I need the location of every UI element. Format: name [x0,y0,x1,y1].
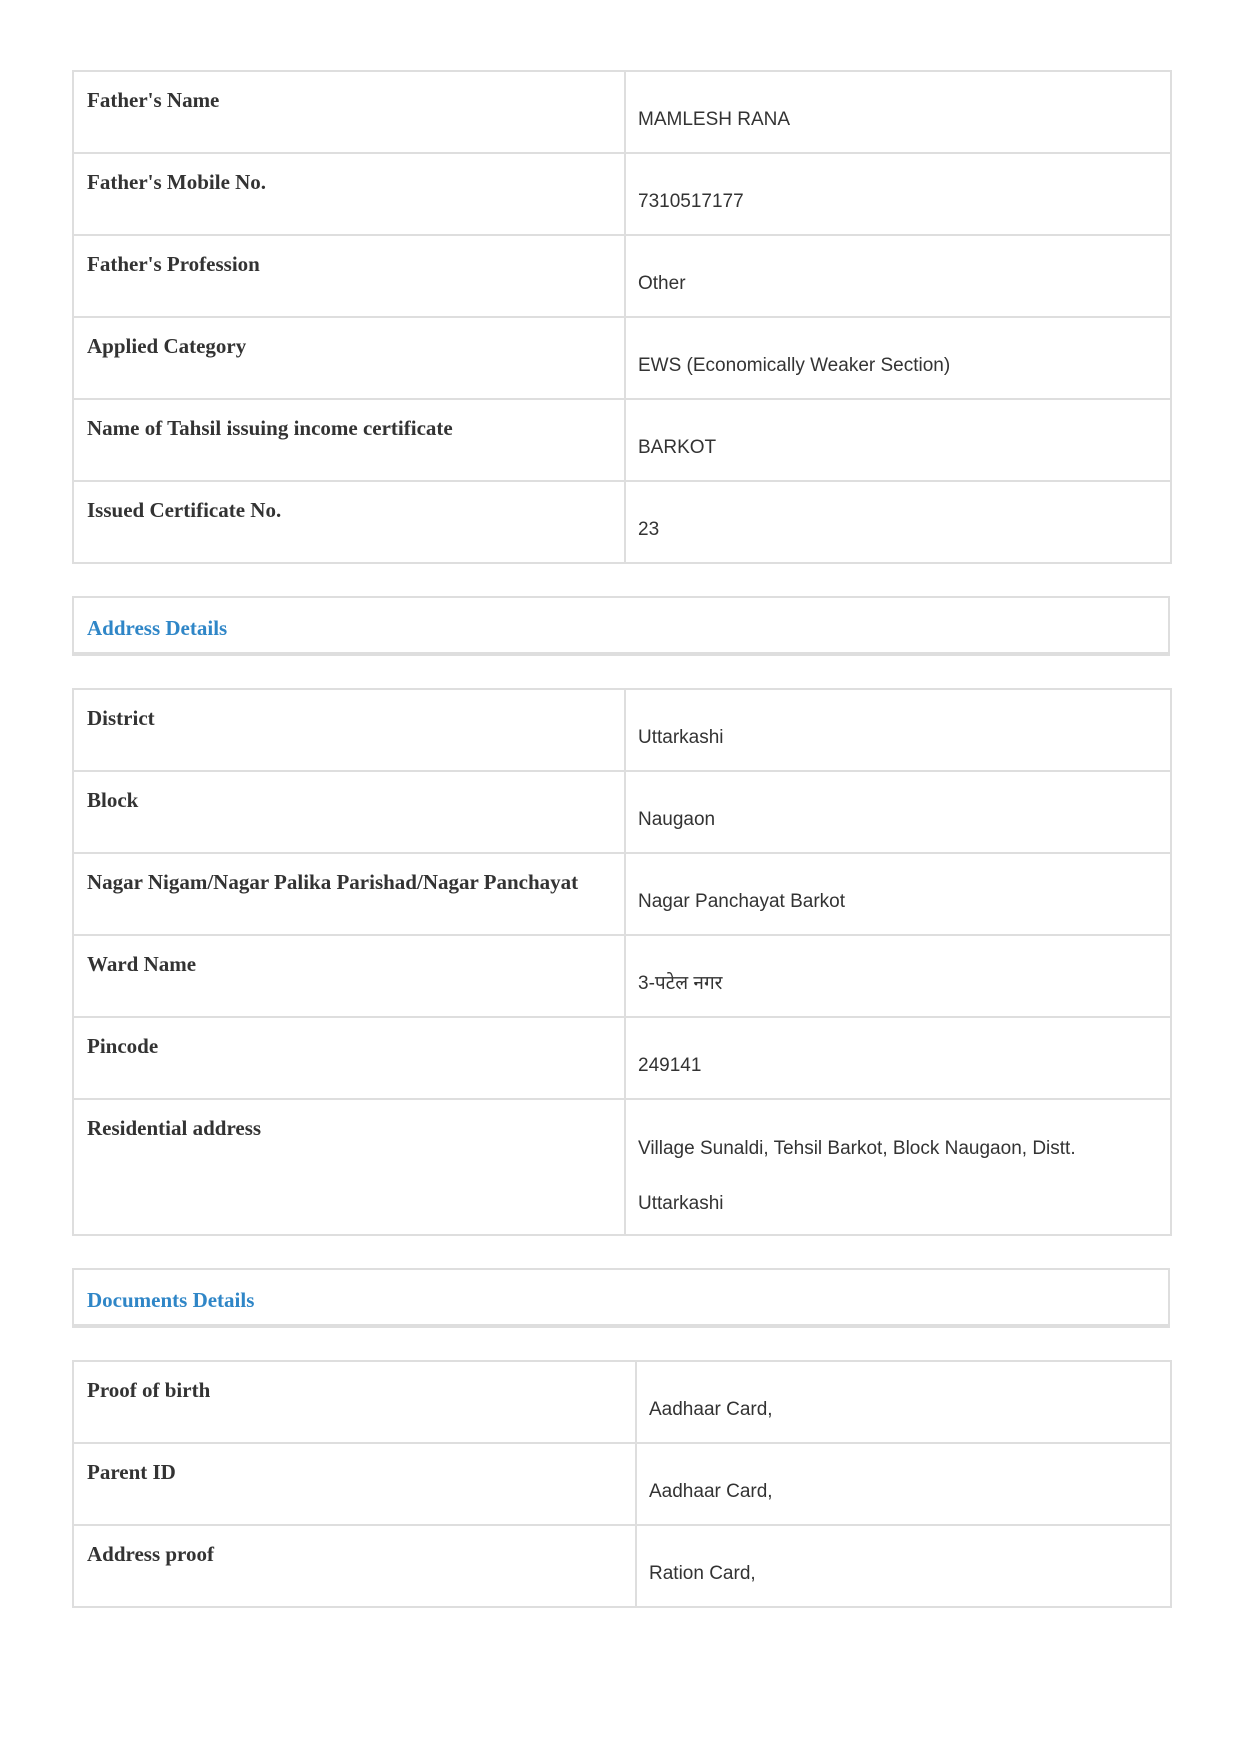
block-label: Block [73,771,625,853]
documents-details-table [72,1360,1172,1608]
pincode-value: 249141 [625,1017,1171,1099]
table-row [73,1443,1171,1525]
district-value: Uttarkashi [625,689,1171,771]
residential-address-label: Residential address [73,1099,625,1235]
residential-address-value: Village Sunaldi, Tehsil Barkot, Block Naugaon, Distt. Uttarkashi [625,1099,1171,1235]
proof-of-birth-label: Proof of birth [73,1361,636,1443]
fathers-name-value: MAMLESH RANA [625,71,1171,153]
table-row [73,1361,1171,1443]
documents-details-header: Documents Details [72,1268,1170,1328]
address-details-table [72,688,1172,1236]
nagar-body-value: Nagar Panchayat Barkot [625,853,1171,935]
application-details-page [72,70,1170,1608]
nagar-body-label: Nagar Nigam/Nagar Palika Parishad/Nagar Panchayat [73,853,625,935]
proof-of-birth-value: Aadhaar Card, [636,1361,1171,1443]
fathers-mobile-label: Father's Mobile No. [73,153,625,235]
table-row [73,235,1171,317]
table-row [73,689,1171,771]
table-row [73,71,1171,153]
address-details-header: Address Details [72,596,1170,656]
table-row [73,481,1171,563]
certificate-no-label: Issued Certificate No. [73,481,625,563]
table-row [73,317,1171,399]
pincode-label: Pincode [73,1017,625,1099]
tahsil-name-value: BARKOT [625,399,1171,481]
fathers-mobile-value: 7310517177 [625,153,1171,235]
family-details-table [72,70,1172,564]
fathers-profession-label: Father's Profession [73,235,625,317]
ward-name-value: 3-पटेल नगर [625,935,1171,1017]
fathers-profession-value: Other [625,235,1171,317]
address-proof-label: Address proof [73,1525,636,1607]
fathers-name-label: Father's Name [73,71,625,153]
table-row [73,1099,1171,1235]
block-value: Naugaon [625,771,1171,853]
table-row [73,771,1171,853]
applied-category-label: Applied Category [73,317,625,399]
parent-id-label: Parent ID [73,1443,636,1525]
certificate-no-value: 23 [625,481,1171,563]
district-label: District [73,689,625,771]
ward-name-label: Ward Name [73,935,625,1017]
table-row [73,1017,1171,1099]
table-row [73,1525,1171,1607]
applied-category-value: EWS (Economically Weaker Section) [625,317,1171,399]
table-row [73,153,1171,235]
address-proof-value: Ration Card, [636,1525,1171,1607]
table-row [73,853,1171,935]
table-row [73,935,1171,1017]
parent-id-value: Aadhaar Card, [636,1443,1171,1525]
table-row [73,399,1171,481]
tahsil-name-label: Name of Tahsil issuing income certificate [73,399,625,481]
